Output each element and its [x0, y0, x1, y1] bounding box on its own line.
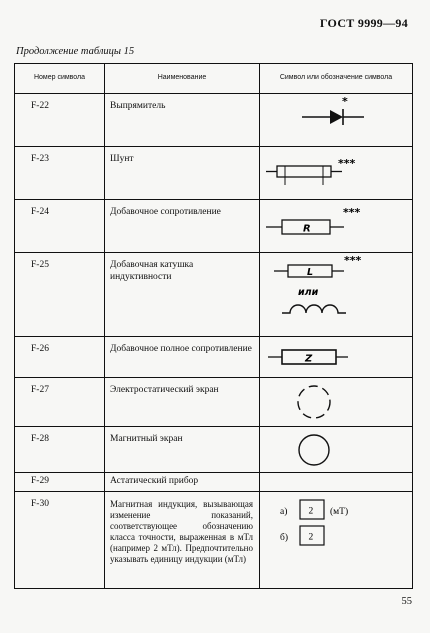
symbol-name: Добавочное сопротивление: [105, 200, 260, 253]
resistor-label: R: [303, 223, 311, 235]
symbol-name: Астатический прибор: [105, 473, 260, 492]
column-header-name: Наименование: [105, 64, 260, 94]
variant-a-label: а): [280, 506, 288, 517]
symbol-code: F-23: [15, 147, 105, 200]
symbol-name: Электростатический экран: [105, 378, 260, 427]
table-header-row: [15, 64, 413, 94]
symbol-name: Добавочная катушка индуктивности: [105, 253, 260, 337]
symbol-name: Добавочное полное сопротивление: [105, 337, 260, 378]
table-row: [15, 147, 413, 200]
footnote-mark: ***: [344, 254, 362, 267]
symbol-code: F-24: [15, 200, 105, 253]
symbol-cell: [260, 94, 413, 147]
table-row: [15, 427, 413, 473]
box-value-b: 2: [308, 532, 314, 543]
table-row: [15, 200, 413, 253]
accuracy-class-symbol: [260, 492, 413, 588]
symbol-cell: [260, 491, 413, 588]
symbols-table: [14, 63, 413, 589]
symbol-cell: [260, 427, 413, 473]
table-continuation-caption: Продолжение таблицы 15: [16, 46, 135, 57]
symbol-code: F-27: [15, 378, 105, 427]
inductor-symbol: [260, 253, 413, 336]
column-header-symbol: Символ или обозначение символа: [260, 64, 413, 94]
table-row: [15, 491, 413, 588]
symbol-cell: [260, 337, 413, 378]
rectifier-diode-symbol: [260, 94, 413, 146]
unit-label: (мТ): [330, 506, 349, 517]
table-row: [15, 94, 413, 147]
footnote-mark: ***: [343, 206, 361, 219]
shunt-symbol: [260, 147, 413, 199]
symbol-cell: [260, 473, 413, 492]
variant-b-label: б): [280, 532, 288, 543]
symbol-name: Шунт: [105, 147, 260, 200]
symbol-cell: [260, 378, 413, 427]
footnote-mark: *: [342, 95, 348, 108]
symbol-name: Магнитная индукция, вызывающая изменение показаний, соответствующее обозначению класса точности, выраженная в мТл (например 2 мТл). Предпочтительно указывать единицу индукции (мТл): [105, 491, 260, 588]
dashed-circle-symbol: [260, 378, 413, 426]
table-row: [15, 378, 413, 427]
table-row: [15, 337, 413, 378]
page-number: 55: [401, 596, 412, 607]
symbol-code: F-28: [15, 427, 105, 473]
symbol-cell: [260, 253, 413, 337]
symbol-cell: [260, 200, 413, 253]
impedance-label: Z: [305, 353, 313, 365]
symbol-code: F-29: [15, 473, 105, 492]
symbol-name: Выпрямитель: [105, 94, 260, 147]
alternative-label: или: [298, 287, 319, 298]
box-value-a: 2: [308, 506, 314, 517]
symbol-code: F-25: [15, 253, 105, 337]
symbol-name: Магнитный экран: [105, 427, 260, 473]
inductor-label: L: [307, 267, 314, 278]
symbol-cell: [260, 147, 413, 200]
resistor-symbol: [260, 200, 413, 252]
standard-number: ГОСТ 9999—94: [319, 16, 408, 30]
symbol-code: F-26: [15, 337, 105, 378]
impedance-symbol: [260, 337, 413, 377]
symbol-code: F-22: [15, 94, 105, 147]
solid-circle-symbol: [260, 427, 413, 472]
footnote-mark: ***: [338, 157, 356, 170]
table-row: [15, 473, 413, 492]
symbol-code: F-30: [15, 491, 105, 588]
column-header-code: Номер символа: [15, 64, 105, 94]
table-row: [15, 253, 413, 337]
